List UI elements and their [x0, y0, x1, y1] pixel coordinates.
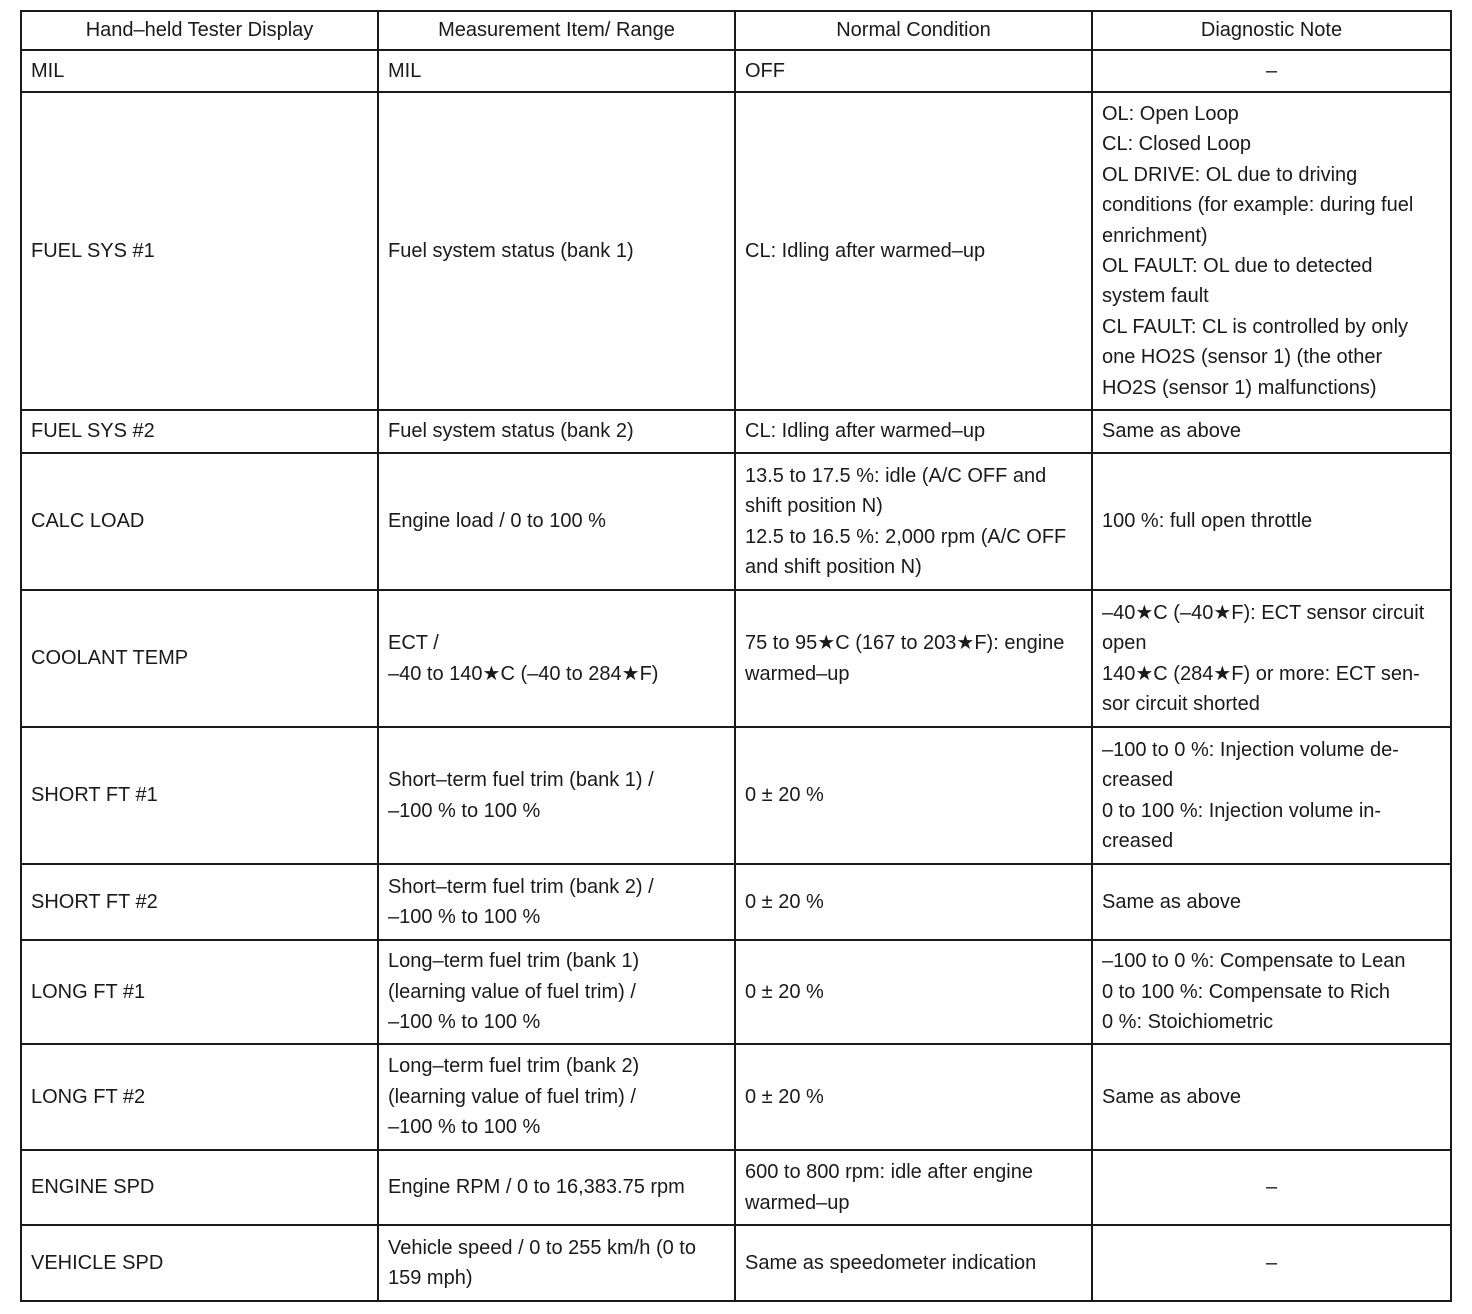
cell-normal-condition: CL: Idling after warmed–up [735, 92, 1092, 410]
cell-tester-display: ENGINE SPD [21, 1150, 378, 1225]
cell-tester-display: LONG FT #2 [21, 1044, 378, 1150]
header-tester-display: Hand–held Tester Display [21, 11, 378, 50]
cell-tester-display: CALC LOAD [21, 453, 378, 590]
cell-measurement-item: Long–term fuel trim (bank 1) (learning value of fuel trim) / –100 % to 100 % [378, 940, 735, 1044]
cell-diagnostic-note: –100 to 0 %: Compensate to Lean 0 to 100 %: Compensate to Rich 0 %: Stoichiometric [1092, 940, 1451, 1044]
cell-diagnostic-note: – [1092, 50, 1451, 92]
cell-measurement-item: Long–term fuel trim (bank 2) (learning value of fuel trim) / –100 % to 100 % [378, 1044, 735, 1150]
cell-diagnostic-note: –40★C (–40★F): ECT sensor circuit open 140★C (284★F) or more: ECT sen-sor circuit shorted [1092, 590, 1451, 727]
table-row [21, 410, 1451, 453]
table-row [21, 590, 1451, 727]
table-row [21, 1225, 1451, 1301]
cell-diagnostic-note: – [1092, 1150, 1451, 1225]
cell-diagnostic-note: – [1092, 1225, 1451, 1301]
cell-tester-display: LONG FT #1 [21, 940, 378, 1044]
cell-normal-condition: 600 to 800 rpm: idle after engine warmed–up [735, 1150, 1092, 1225]
cell-tester-display: FUEL SYS #2 [21, 410, 378, 453]
table-header-row [21, 11, 1451, 50]
cell-diagnostic-note: 100 %: full open throttle [1092, 453, 1451, 590]
cell-tester-display: SHORT FT #1 [21, 727, 378, 864]
cell-normal-condition: 0 ± 20 % [735, 727, 1092, 864]
cell-measurement-item: MIL [378, 50, 735, 92]
cell-diagnostic-note: Same as above [1092, 410, 1451, 453]
diagnostic-data-table [20, 10, 1452, 1302]
header-normal-condition: Normal Condition [735, 11, 1092, 50]
table-row [21, 50, 1451, 92]
cell-tester-display: COOLANT TEMP [21, 590, 378, 727]
cell-diagnostic-note: OL: Open Loop CL: Closed Loop OL DRIVE: OL due to driving conditions (for example: during fuel enrichment) OL FAULT: OL due to detected system fault CL FAULT: CL is controlled by only one HO2S (sensor 1) (the other HO2S (sensor 1) malfunctions) [1092, 92, 1451, 410]
cell-tester-display: FUEL SYS #1 [21, 92, 378, 410]
cell-measurement-item: ECT / –40 to 140★C (–40 to 284★F) [378, 590, 735, 727]
cell-normal-condition: 0 ± 20 % [735, 864, 1092, 940]
cell-measurement-item: Short–term fuel trim (bank 1) / –100 % to 100 % [378, 727, 735, 864]
cell-measurement-item: Engine load / 0 to 100 % [378, 453, 735, 590]
cell-normal-condition: 0 ± 20 % [735, 1044, 1092, 1150]
table-row [21, 453, 1451, 590]
table-row [21, 1044, 1451, 1150]
table-row [21, 92, 1451, 410]
cell-normal-condition: OFF [735, 50, 1092, 92]
cell-measurement-item: Fuel system status (bank 2) [378, 410, 735, 453]
header-measurement-item: Measurement Item/ Range [378, 11, 735, 50]
cell-measurement-item: Vehicle speed / 0 to 255 km/h (0 to 159 mph) [378, 1225, 735, 1301]
table-row [21, 940, 1451, 1044]
cell-tester-display: SHORT FT #2 [21, 864, 378, 940]
table-row [21, 727, 1451, 864]
cell-measurement-item: Engine RPM / 0 to 16,383.75 rpm [378, 1150, 735, 1225]
cell-normal-condition: 75 to 95★C (167 to 203★F): engine warmed–up [735, 590, 1092, 727]
cell-diagnostic-note: Same as above [1092, 864, 1451, 940]
header-diagnostic-note: Diagnostic Note [1092, 11, 1451, 50]
table-row [21, 864, 1451, 940]
cell-tester-display: MIL [21, 50, 378, 92]
cell-normal-condition: Same as speedometer indication [735, 1225, 1092, 1301]
cell-measurement-item: Short–term fuel trim (bank 2) / –100 % to 100 % [378, 864, 735, 940]
cell-normal-condition: 0 ± 20 % [735, 940, 1092, 1044]
table-row [21, 1150, 1451, 1225]
cell-diagnostic-note: Same as above [1092, 1044, 1451, 1150]
cell-normal-condition: CL: Idling after warmed–up [735, 410, 1092, 453]
cell-tester-display: VEHICLE SPD [21, 1225, 378, 1301]
cell-measurement-item: Fuel system status (bank 1) [378, 92, 735, 410]
cell-diagnostic-note: –100 to 0 %: Injection volume de-creased 0 to 100 %: Injection volume in-creased [1092, 727, 1451, 864]
cell-normal-condition: 13.5 to 17.5 %: idle (A/C OFF and shift position N) 12.5 to 16.5 %: 2,000 rpm (A/C OFF and shift position N) [735, 453, 1092, 590]
